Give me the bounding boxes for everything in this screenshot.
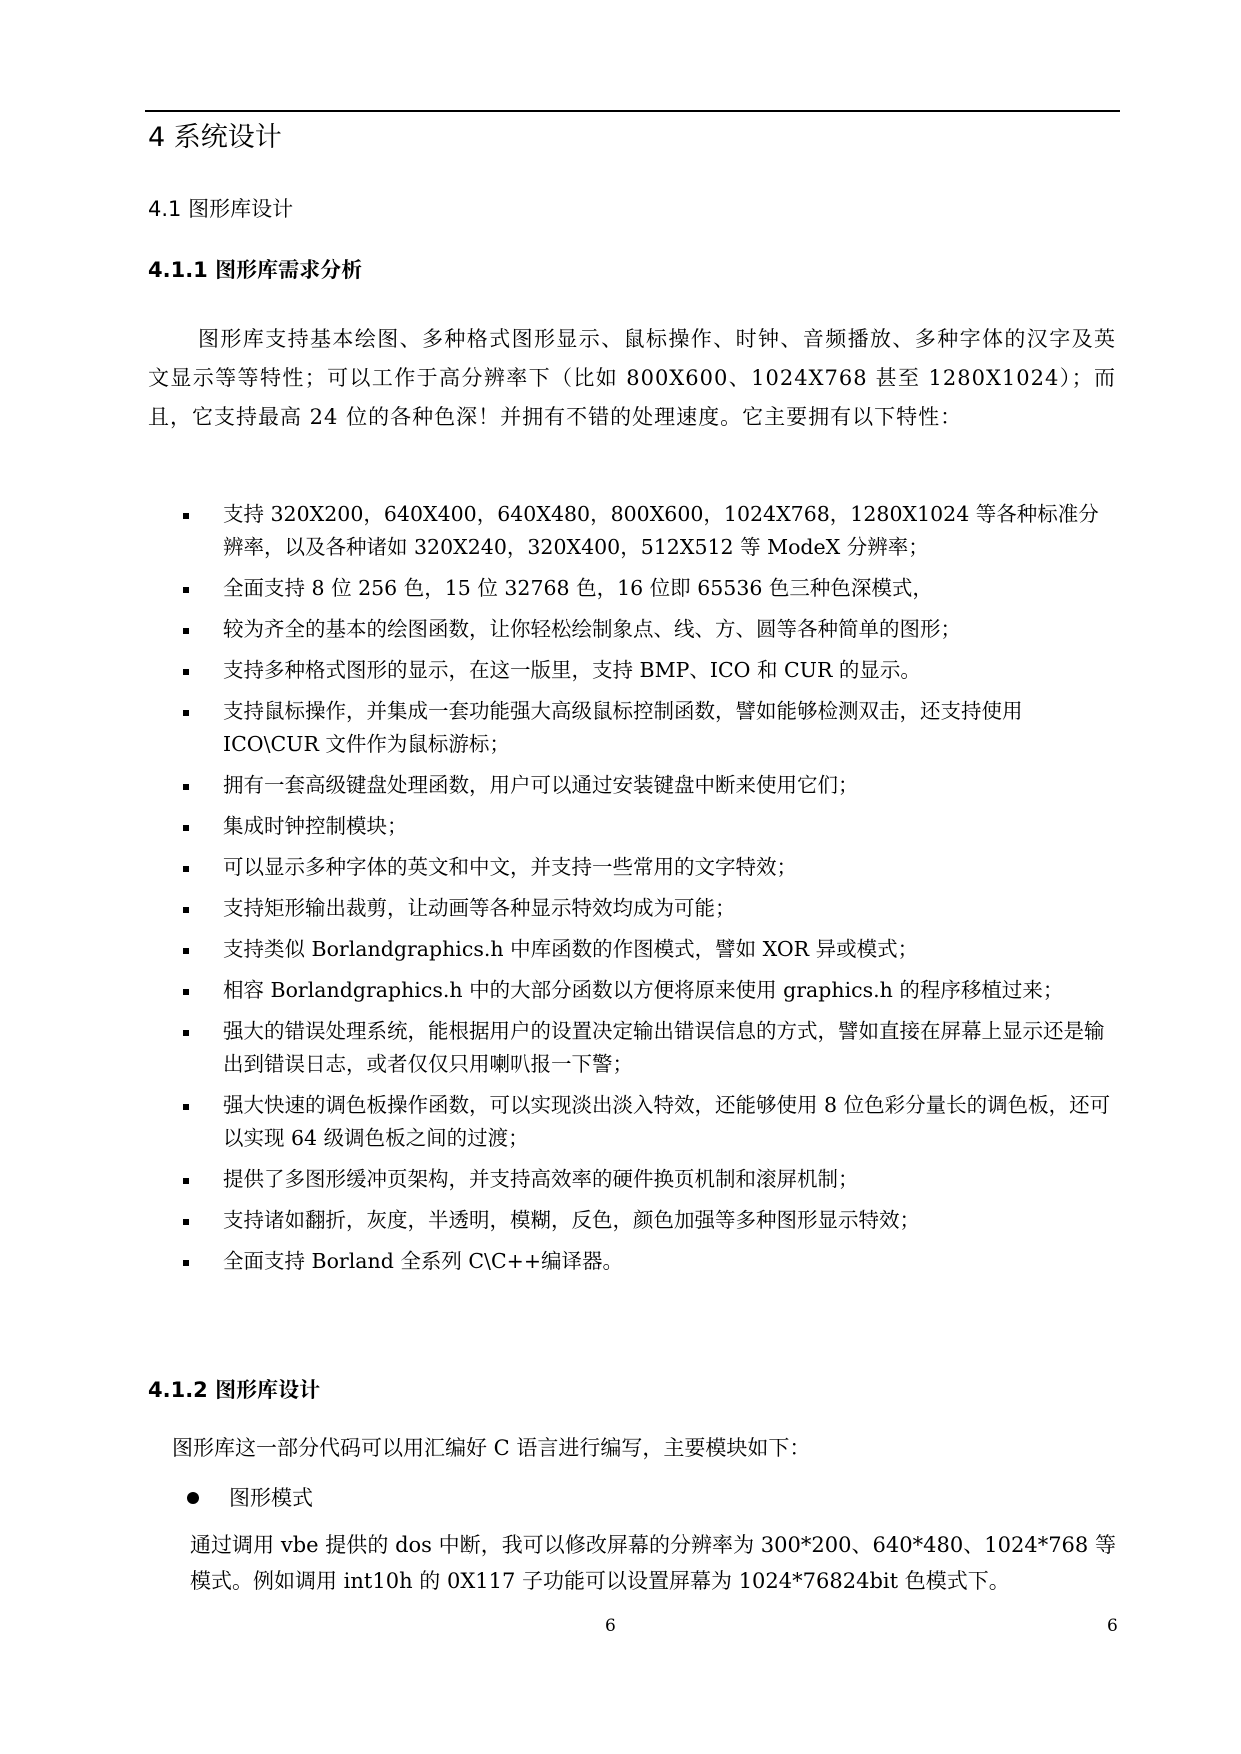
square-bullet-icon [183,1219,189,1225]
intro-paragraph: 图形库支持基本绘图、多种格式图形显示、鼠标操作、时钟、音频播放、多种字体的汉字及英文显示等等特性；可以工作于高分辨率下（比如 800X600、1024X768 甚至 1280X1024）；而且，它支持最高 24 位的各种色深！并拥有不错的处理速度。它主要拥有以下特性： [148,327,1116,429]
feature-text: 强大快速的调色板操作函数，可以实现淡出淡入特效，还能够使用 8 位色彩分量长的调色板，还可以实现 64 级调色板之间的过渡； [223,1093,1111,1150]
list-item [148,892,1116,925]
feature-text: 支持矩形输出裁剪，让动画等各种显示特效均成为可能； [223,896,736,920]
feature-text: 全面支持 Borland 全系列 C\C++编译器。 [223,1249,623,1273]
list-item [148,1204,1116,1237]
list-item [148,572,1116,605]
list-item [148,810,1116,843]
square-bullet-icon [183,587,189,593]
feature-text: 全面支持 8 位 256 色，15 位 32768 色，16 位即 65536 色三种色深模式， [223,576,933,600]
list-item [148,498,1116,564]
module-description: 通过调用 vbe 提供的 dos 中断，我可以修改屏幕的分辨率为 300*200、640*480、1024*768 等模式。例如调用 int10h 的 0X117 子功能可以设置屏幕为 1024*76824bit 色模式下。 [190,1533,1116,1593]
list-item [148,1089,1116,1155]
square-bullet-icon [183,948,189,954]
list-item [148,769,1116,802]
list-item [148,695,1116,761]
square-bullet-icon [183,1178,189,1184]
feature-text: 较为齐全的基本的绘图函数，让你轻松绘制象点、线、方、圆等各种简单的图形； [223,617,961,641]
module-name: 图形模式 [229,1486,313,1510]
feature-text: 拥有一套高级键盘处理函数，用户可以通过安装键盘中断来使用它们； [223,773,859,797]
feature-text: 支持鼠标操作，并集成一套功能强大高级鼠标控制函数，譬如能够检测双击，还支持使用 ICO\CUR 文件作为鼠标游标； [223,699,1023,756]
chapter-title: 4 系统设计 [148,122,282,153]
page-number-right: 6 [1107,1616,1118,1636]
square-bullet-icon [183,907,189,913]
square-bullet-icon [183,1030,189,1036]
square-bullet-icon [183,1104,189,1110]
square-bullet-icon [183,628,189,634]
list-item [148,933,1116,966]
feature-text: 支持 320X200，640X400，640X480，800X600，1024X768，1280X1024 等各种标准分辨率，以及各种诸如 320X240，320X400，512X512 等 ModeX 分辨率； [223,502,1099,559]
feature-text: 可以显示多种字体的英文和中文，并支持一些常用的文字特效； [223,855,797,879]
square-bullet-icon [183,866,189,872]
round-bullet-icon [187,1492,199,1504]
square-bullet-icon [183,784,189,790]
feature-list [148,498,1116,1286]
list-item [148,851,1116,884]
module-item [187,1480,313,1516]
square-bullet-icon [183,669,189,675]
feature-text: 支持类似 Borlandgraphics.h 中库函数的作图模式，譬如 XOR 异或模式； [223,937,919,961]
feature-text: 集成时钟控制模块； [223,814,408,838]
section-title: 4.1 图形库设计 [148,197,294,221]
feature-text: 强大的错误处理系统，能根据用户的设置决定输出错误信息的方式，譬如直接在屏幕上显示还是输出到错误日志，或者仅仅只用喇叭报一下警； [223,1019,1105,1076]
list-item [148,654,1116,687]
square-bullet-icon [183,989,189,995]
square-bullet-icon [183,1260,189,1266]
subsection-title-requirements: 4.1.1 图形库需求分析 [148,258,363,282]
feature-text: 支持多种格式图形的显示，在这一版里，支持 BMP、ICO 和 CUR 的显示。 [223,658,921,682]
square-bullet-icon [183,513,189,519]
list-item [148,1015,1116,1081]
square-bullet-icon [183,825,189,831]
list-item [148,1245,1116,1278]
list-item [148,974,1116,1007]
feature-text: 支持诸如翻折，灰度，半透明，模糊，反色，颜色加强等多种图形显示特效； [223,1208,920,1232]
list-item [148,1163,1116,1196]
feature-text: 相容 Borlandgraphics.h 中的大部分函数以方便将原来使用 graphics.h 的程序移植过来； [223,978,1064,1002]
header-rule [145,110,1120,112]
page-number-center: 6 [605,1616,616,1636]
module-intro: 图形库这一部分代码可以用汇编好 C 语言进行编写，主要模块如下： [172,1436,811,1460]
list-item [148,613,1116,646]
subsection-title-design: 4.1.2 图形库设计 [148,1378,321,1402]
square-bullet-icon [183,710,189,716]
feature-text: 提供了多图形缓冲页架构，并支持高效率的硬件换页机制和滚屏机制； [223,1167,859,1191]
